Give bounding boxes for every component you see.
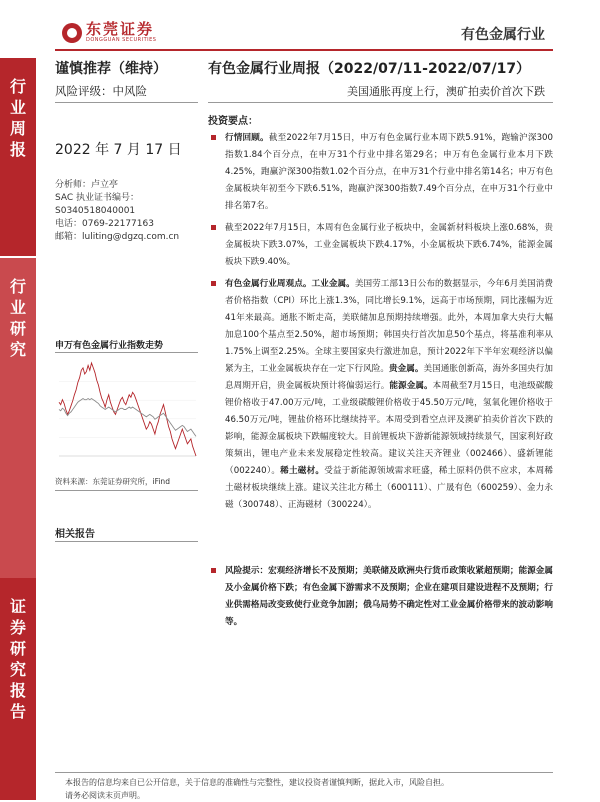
band-char: 报 [9,140,26,159]
point-market-review [225,130,553,215]
band-char: 告 [9,702,26,721]
point-text: 截至2022年7月15日，申万有色金属行业本周下跌5.91%，跑输沪深300指数1.84个百分点，在申万31个行业中排名第29名；申万有色金属行业本月下跌4.25%，跑赢沪深300指数1.02个百分点，在申万31个行业中排名第14名；申万有色金属板块年初至今下跌6.51%，跑赢沪深300指数7.49个百分点，在申万31个行业中排名第7名。 [225,133,553,211]
band-char: 报 [9,681,26,700]
side-band [0,58,36,800]
band-char: 业 [9,98,26,117]
industry-label: 有色金属行业 [461,27,545,43]
logo-mark-icon [62,23,82,43]
analyst-line: 邮箱：luliting@dgzq.com.cn [55,232,180,242]
band-char: 研 [9,319,26,338]
point-text: 截至2022年7月15日，本周有色金属行业子板块中，金属新材料板块上涨0.68%，贵金属板块下跌3.07%，工业金属板块下跌4.17%，小金属板块下跌6.74%，能源金属板块下跌9.40%。 [225,223,553,267]
point-label: 贵金属。 [389,364,424,374]
point-label: 稀土磁材。 [280,466,325,476]
band-char: 行 [9,277,26,296]
analyst-line: S0340518040001 [55,206,136,216]
analyst-line: 分析师：卢立亭 [55,180,119,190]
point-text: 本周截至7月15日，电池级碳酸锂价格收于47.00万元/吨，工业级碳酸锂价格收于45.50万元/吨，氢氧化锂价格收于46.50万元/吨，锂盐价格环比继续持平。本周受到看空点评及澳矿拍卖价首次下跌的影响，能源金属板块下跌幅度较大。目前锂板块下游新能源领域持续景气，国家利好政策频出，锂电产业未来发展稳定性较高。建议关注天齐锂业（002466）、盛新锂能（002240）。 [225,381,553,476]
band-char: 周 [9,119,26,138]
source-divider [55,490,198,491]
report-date: 2022 年 7 月 17 日 [55,142,182,158]
band-segment-report-type [0,58,36,256]
band-char: 证 [9,597,26,616]
point-risk-warning [225,563,553,631]
logo-text-cn: 东莞证券 [86,20,155,38]
footer-divider [55,772,553,773]
point-weekly-view [225,276,553,514]
band-segment-securities [0,578,36,800]
chart-source: 资料来源：东莞证券研究所，iFind [55,477,170,486]
band-char: 行 [9,77,26,96]
band-char: 究 [9,340,26,359]
band-char: 业 [9,298,26,317]
company-logo [62,22,156,43]
band-char: 券 [9,618,26,637]
band-char: 究 [9,660,26,679]
title-divider [208,102,553,103]
analyst-line: SAC 执业证书编号： [55,193,140,203]
footer-line: 请务必阅读末页声明。 [65,791,145,800]
left-divider [55,102,198,103]
header-divider [55,49,553,51]
related-divider [55,541,198,542]
point-label: 有色金属行业周观点。工业金属。 [225,279,355,289]
logo-text-en: DONGGUAN SECURITIES [86,37,157,43]
rating: 谨慎推荐（维持） [55,61,167,77]
series-line [59,399,196,437]
point-text: 受益于新能源领域需求旺盛，稀土原料仍供不应求，本周稀土磁材板块继续上涨。建议关注北方稀土（600111）、广晟有色（600259）、金力永磁（300748）、正海磁材（300224）。 [225,466,553,510]
chart-divider [55,352,198,353]
point-subsectors [225,220,553,271]
chart-title: 申万有色金属行业指数走势 [55,341,164,351]
footer-line: 本报告的信息均来自已公开信息，关于信息的准确性与完整性，建议投资者谨慎判断，据此入市，风险自担。 [65,778,449,787]
band-char: 研 [9,639,26,658]
related-reports-heading: 相关报告 [55,529,95,540]
point-text: 美国劳工部13日公布的数据显示，今年6月美国消费者价格指数（CPI）环比上涨1.3%，同比增长9.1%，远高于市场预期，同比涨幅为近41年来最高。通胀不断走高，美联储加息预期持续增强。此外，本周加拿大央行大幅加息100个基点至2.50%，超市场预期；韩国央行首次加息50个基点，将基准利率从1.75%上调至2.25%。全球主要国家央行激进加息，预计2022年下半年宏观经济以偏紧为主，工业金属板块存在一定下行风险。 [225,279,553,374]
analyst-info [55,179,179,244]
key-points-heading: 投资要点： [208,116,258,127]
analyst-line: 电话：0769-22177163 [55,219,154,229]
series-line [59,363,196,456]
index-trend-chart [55,355,200,470]
risk-rating: 风险评级：中风险 [55,84,147,98]
report-subtitle: 美国通胀再度上行，澳矿拍卖价首次下跌 [347,85,545,98]
point-label: 能源金属。 [389,381,433,391]
point-text: 美国通胀创新高，海外多国央行加息周期开启，贵金属板块预计将偏弱运行。 [225,364,553,391]
footer-disclaimer [65,776,545,802]
report-title: 有色金属行业周报（2022/07/11-2022/07/17） [208,61,531,77]
point-text: 风险提示：宏观经济增长不及预期；美联储及欧洲央行货币政策收紧超预期；能源金属及小金属价格下跌；有色金属下游需求不及预期；企业在建项目建设进程不及预期；行业供需格局改变致使行业竞争加剧；俄乌局势不确定性对工业金属价格带来的波动影响等。 [225,566,553,627]
point-label: 行情回顾。 [225,133,269,143]
